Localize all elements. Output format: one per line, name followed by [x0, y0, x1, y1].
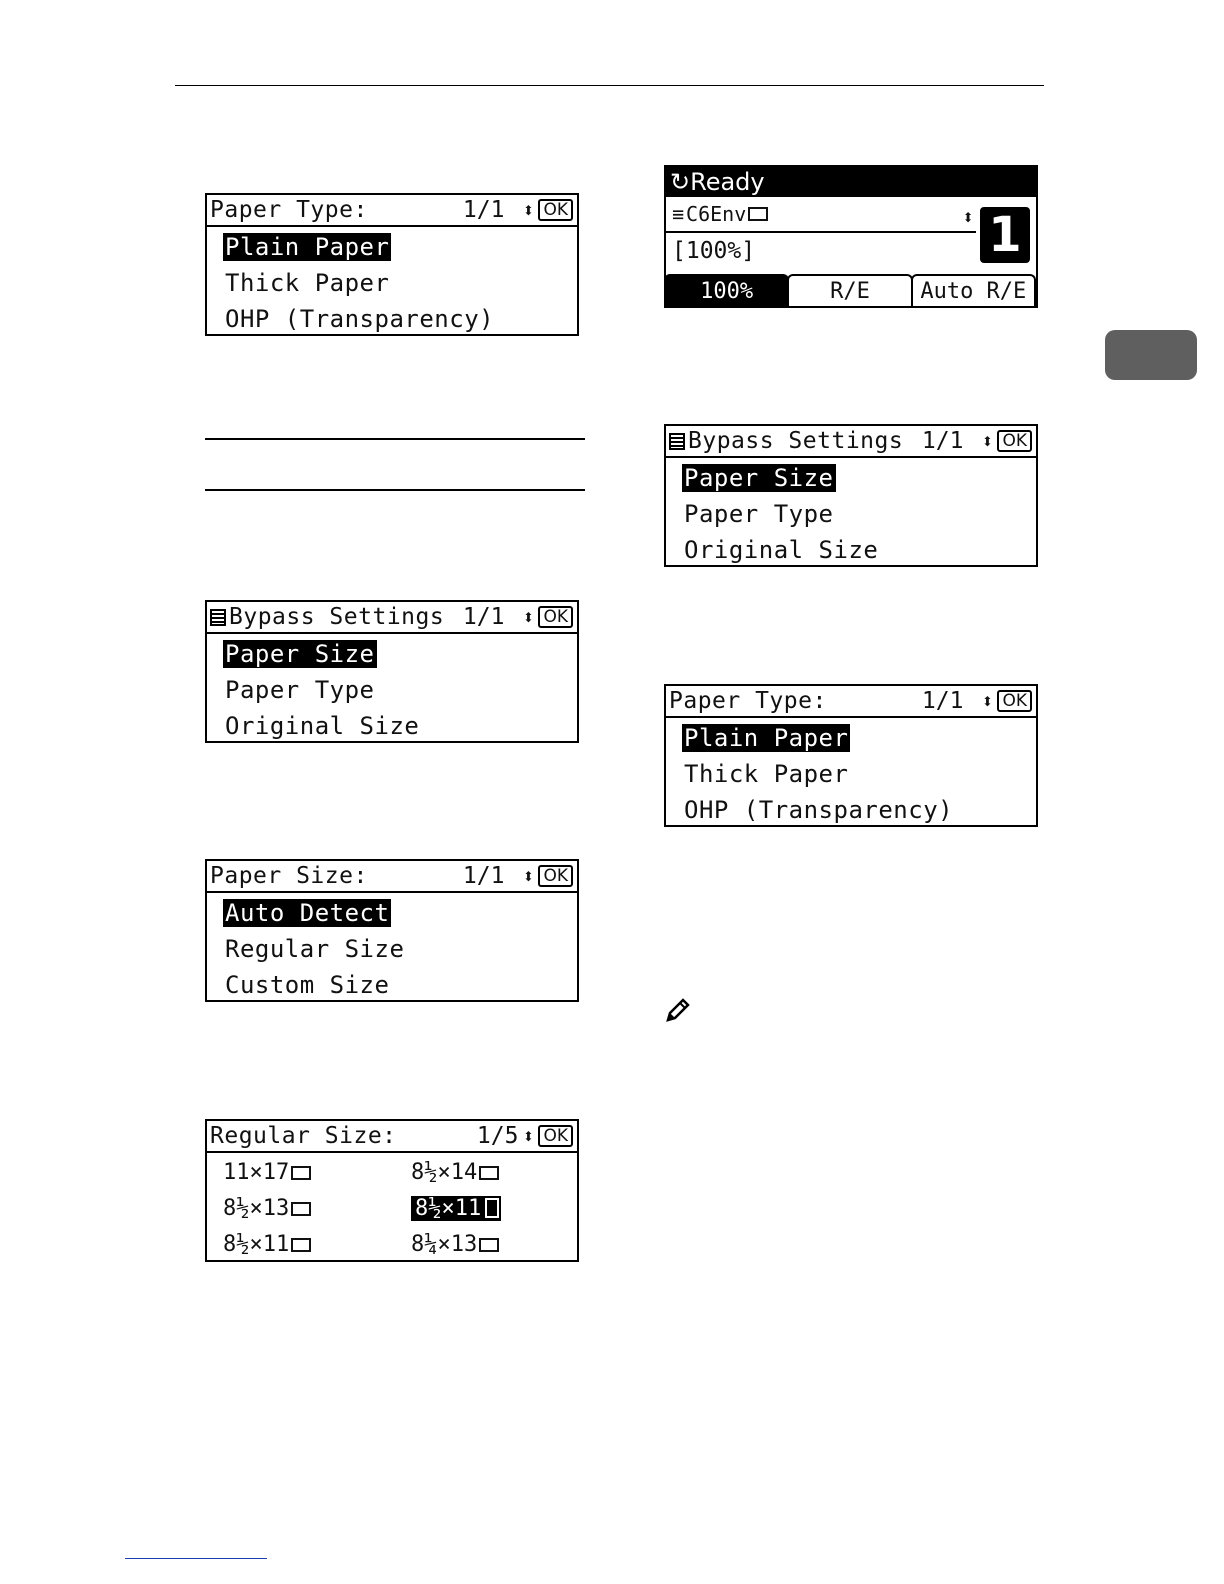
tray-row [666, 197, 976, 233]
lcd-title: Regular Size: [210, 1123, 397, 1149]
tab-r-e[interactable]: R/E [787, 274, 912, 306]
page-indicator: 1/1 [921, 688, 964, 714]
lcd-title: Paper Type: [669, 688, 827, 714]
ratio-tabs [666, 274, 1036, 306]
chapter-thumb-tab [1105, 330, 1197, 380]
ok-key[interactable]: OK [997, 690, 1032, 712]
menu-item-auto-detect[interactable]: Auto Detect [225, 899, 390, 927]
size-option-8-5x11-portrait[interactable]: 8½×11 [411, 1191, 571, 1227]
lcd-title: Bypass Settings [669, 428, 922, 454]
lcd-ready-screen [664, 165, 1038, 308]
menu-item-paper-size[interactable]: Paper Size [225, 640, 375, 668]
lcd-header [207, 861, 577, 893]
header-rule [175, 85, 1044, 86]
page-indicator: 1/1 [921, 428, 964, 454]
status-text: Ready [690, 168, 765, 196]
size-option-8-5x11[interactable]: 8½×11 [223, 1227, 411, 1263]
page-indicator: 1/1 [462, 863, 505, 889]
landscape-sheet-icon [291, 1202, 311, 1216]
size-option-8-25x13[interactable]: 8¼×13 [411, 1227, 571, 1263]
menu-list-icon [210, 609, 226, 626]
menu-item-plain-paper[interactable]: Plain Paper [684, 724, 849, 752]
lcd-header [207, 1121, 577, 1153]
size-option-8-5x14[interactable]: 8½×14 [411, 1155, 571, 1191]
menu-item-paper-size[interactable]: Paper Size [684, 464, 834, 492]
portrait-sheet-icon [485, 1198, 499, 1218]
menu-item-thick-paper[interactable]: Thick Paper [684, 760, 849, 788]
lcd-header [666, 426, 1036, 458]
menu-item-plain-paper[interactable]: Plain Paper [225, 233, 390, 261]
lcd-bypass-settings [205, 600, 579, 743]
menu-item-ohp[interactable]: OHP (Transparency) [225, 305, 495, 333]
tray-paper-size: C6Env [686, 202, 747, 226]
up-down-arrow-icon: ⬍ [961, 205, 974, 229]
section-rule-bottom [205, 489, 585, 491]
paper-tray-icon: ≡ [672, 202, 685, 226]
ratio-readout: [100%] [672, 238, 756, 264]
note-pencil-icon [664, 996, 692, 1024]
lcd-paper-type-right [664, 684, 1038, 827]
four-way-arrow-icon: ⬍ [522, 1124, 535, 1148]
up-down-arrow-icon: ⬍ [522, 864, 535, 888]
menu-item-paper-type[interactable]: Paper Type [225, 676, 375, 704]
landscape-sheet-icon [479, 1166, 499, 1180]
ok-key[interactable]: OK [997, 430, 1032, 452]
landscape-sheet-icon [291, 1166, 311, 1180]
lcd-title: Paper Size: [210, 863, 368, 889]
status-bar [666, 167, 1036, 197]
refresh-icon: ↻ [670, 168, 691, 196]
menu-item-thick-paper[interactable]: Thick Paper [225, 269, 390, 297]
lcd-paper-type [205, 193, 579, 336]
menu-item-ohp[interactable]: OHP (Transparency) [684, 796, 954, 824]
lcd-paper-size [205, 859, 579, 1002]
tab-100-percent[interactable]: 100% [664, 274, 789, 306]
up-down-arrow-icon: ⬍ [981, 429, 994, 453]
up-down-arrow-icon: ⬍ [522, 605, 535, 629]
lcd-header [666, 686, 1036, 718]
menu-list-icon [669, 433, 685, 450]
menu-item-custom-size[interactable]: Custom Size [225, 971, 390, 999]
size-option-11x17[interactable]: 11×17 [223, 1155, 411, 1191]
section-rule-top [205, 438, 585, 440]
page-indicator: 1/5 [476, 1123, 519, 1149]
lcd-header [207, 602, 577, 634]
lcd-bypass-settings-right [664, 424, 1038, 567]
lcd-title: Bypass Settings [210, 604, 463, 630]
landscape-sheet-icon [479, 1238, 499, 1252]
page-indicator: 1/1 [462, 197, 505, 223]
landscape-sheet-icon [748, 207, 768, 221]
copy-count: 1 [980, 207, 1030, 263]
menu-item-original-size[interactable]: Original Size [225, 712, 420, 740]
tab-auto-r-e[interactable]: Auto R/E [911, 274, 1036, 306]
lcd-regular-size [205, 1119, 579, 1262]
footer-link-underline [125, 1558, 267, 1559]
menu-item-original-size[interactable]: Original Size [684, 536, 879, 564]
size-option-8-5x13[interactable]: 8½×13 [223, 1191, 411, 1227]
menu-item-paper-type[interactable]: Paper Type [684, 500, 834, 528]
landscape-sheet-icon [291, 1238, 311, 1252]
ok-key[interactable]: OK [538, 865, 573, 887]
up-down-arrow-icon: ⬍ [522, 198, 535, 222]
menu-item-regular-size[interactable]: Regular Size [225, 935, 405, 963]
up-down-arrow-icon: ⬍ [981, 689, 994, 713]
ok-key[interactable]: OK [538, 1125, 573, 1147]
lcd-title: Paper Type: [210, 197, 368, 223]
lcd-header [207, 195, 577, 227]
page-indicator: 1/1 [462, 604, 505, 630]
ok-key[interactable]: OK [538, 199, 573, 221]
ok-key[interactable]: OK [538, 606, 573, 628]
